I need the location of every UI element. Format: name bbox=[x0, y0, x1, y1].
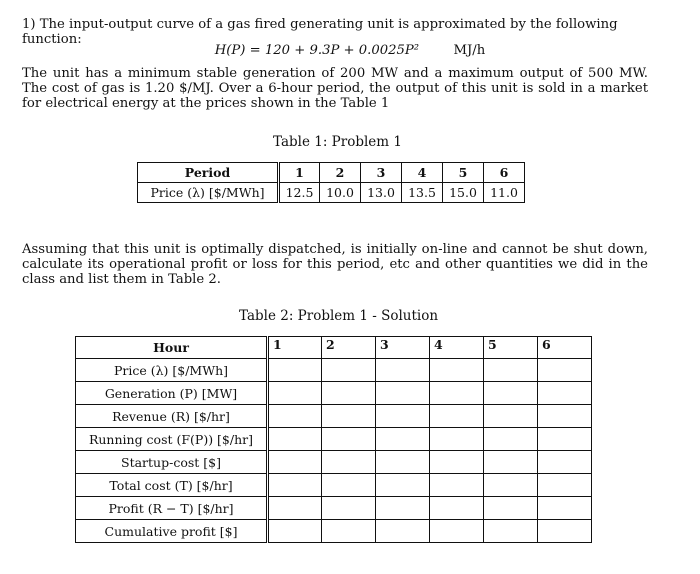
row-label-total-cost: Total cost (T) [$/hr] bbox=[76, 474, 268, 497]
price-table-header-row bbox=[138, 163, 525, 183]
equation-line bbox=[0, 43, 700, 58]
empty-cell bbox=[484, 428, 538, 451]
row-label-price: Price (λ) [$/MWh] bbox=[76, 359, 268, 382]
table-row bbox=[76, 428, 592, 451]
price-cell: 13.5 bbox=[402, 183, 443, 203]
empty-cell bbox=[430, 405, 484, 428]
hour-cell: 4 bbox=[430, 337, 484, 359]
period-cell: 5 bbox=[443, 163, 484, 183]
solution-table bbox=[75, 336, 592, 543]
empty-cell bbox=[376, 382, 430, 405]
empty-cell bbox=[268, 428, 322, 451]
hour-cell: 2 bbox=[322, 337, 376, 359]
table2-caption: Table 2: Problem 1 - Solution bbox=[239, 308, 439, 324]
period-cell: 1 bbox=[279, 163, 320, 183]
price-table-value-row bbox=[138, 183, 525, 203]
empty-cell bbox=[322, 474, 376, 497]
price-cell: 11.0 bbox=[484, 183, 525, 203]
empty-cell bbox=[268, 451, 322, 474]
problem-intro: 1) The input-output curve of a gas fired generating unit is approximated by the following function: bbox=[22, 17, 618, 47]
table-row bbox=[76, 520, 592, 543]
price-row-label: Price (λ) [$/MWh] bbox=[138, 183, 279, 203]
hour-header: Hour bbox=[76, 337, 268, 359]
table-row bbox=[76, 359, 592, 382]
price-cell: 15.0 bbox=[443, 183, 484, 203]
empty-cell bbox=[322, 405, 376, 428]
empty-cell bbox=[268, 497, 322, 520]
period-cell: 3 bbox=[361, 163, 402, 183]
problem-paragraph-2: Assuming that this unit is optimally dispatched, is initially on-line and cannot be shut down, calculate its operational profit or loss for this period, etc and other quantities we did in the class and list them in Table 2. bbox=[22, 242, 648, 287]
empty-cell bbox=[268, 359, 322, 382]
period-cell: 4 bbox=[402, 163, 443, 183]
empty-cell bbox=[376, 405, 430, 428]
table-row bbox=[76, 382, 592, 405]
equation: H(P) = 120 + 9.3P + 0.0025P² bbox=[214, 43, 420, 58]
period-cell: 6 bbox=[484, 163, 525, 183]
row-label-cumulative-profit: Cumulative profit [$] bbox=[76, 520, 268, 543]
empty-cell bbox=[376, 359, 430, 382]
empty-cell bbox=[322, 451, 376, 474]
period-header: Period bbox=[138, 163, 279, 183]
row-label-revenue: Revenue (R) [$/hr] bbox=[76, 405, 268, 428]
empty-cell bbox=[322, 497, 376, 520]
row-label-running-cost: Running cost (F(P)) [$/hr] bbox=[76, 428, 268, 451]
empty-cell bbox=[376, 497, 430, 520]
table-row bbox=[76, 497, 592, 520]
empty-cell bbox=[538, 474, 592, 497]
price-cell: 13.0 bbox=[361, 183, 402, 203]
empty-cell bbox=[430, 382, 484, 405]
price-table bbox=[137, 162, 525, 203]
hour-cell: 3 bbox=[376, 337, 430, 359]
hour-cell: 1 bbox=[268, 337, 322, 359]
table-row bbox=[76, 405, 592, 428]
row-label-profit: Profit (R − T) [$/hr] bbox=[76, 497, 268, 520]
empty-cell bbox=[322, 428, 376, 451]
empty-cell bbox=[322, 382, 376, 405]
row-label-generation: Generation (P) [MW] bbox=[76, 382, 268, 405]
table1-caption: Table 1: Problem 1 bbox=[273, 134, 402, 150]
empty-cell bbox=[376, 451, 430, 474]
empty-cell bbox=[322, 520, 376, 543]
empty-cell bbox=[538, 405, 592, 428]
empty-cell bbox=[268, 405, 322, 428]
empty-cell bbox=[268, 382, 322, 405]
empty-cell bbox=[484, 520, 538, 543]
empty-cell bbox=[430, 359, 484, 382]
price-cell: 10.0 bbox=[320, 183, 361, 203]
empty-cell bbox=[484, 359, 538, 382]
empty-cell bbox=[538, 451, 592, 474]
problem-paragraph-1: The unit has a minimum stable generation of 200 MW and a maximum output of 500 MW. The cost of gas is 1.20 $/MJ. Over a 6-hour period, the output of this unit is sold in a market for electrical energy at the prices shown in the Table 1 bbox=[22, 66, 648, 111]
empty-cell bbox=[538, 382, 592, 405]
empty-cell bbox=[376, 428, 430, 451]
empty-cell bbox=[484, 405, 538, 428]
row-label-startup-cost: Startup-cost [$] bbox=[76, 451, 268, 474]
solution-table-header-row bbox=[76, 337, 592, 359]
empty-cell bbox=[484, 451, 538, 474]
empty-cell bbox=[538, 497, 592, 520]
empty-cell bbox=[538, 428, 592, 451]
empty-cell bbox=[430, 428, 484, 451]
empty-cell bbox=[484, 474, 538, 497]
empty-cell bbox=[268, 520, 322, 543]
equation-unit: MJ/h bbox=[453, 43, 486, 58]
empty-cell bbox=[430, 451, 484, 474]
empty-cell bbox=[322, 359, 376, 382]
empty-cell bbox=[268, 474, 322, 497]
period-cell: 2 bbox=[320, 163, 361, 183]
empty-cell bbox=[538, 359, 592, 382]
empty-cell bbox=[376, 474, 430, 497]
table-row bbox=[76, 451, 592, 474]
hour-cell: 6 bbox=[538, 337, 592, 359]
empty-cell bbox=[484, 497, 538, 520]
empty-cell bbox=[430, 497, 484, 520]
empty-cell bbox=[376, 520, 430, 543]
empty-cell bbox=[430, 520, 484, 543]
empty-cell bbox=[538, 520, 592, 543]
empty-cell bbox=[484, 382, 538, 405]
empty-cell bbox=[430, 474, 484, 497]
table-row bbox=[76, 474, 592, 497]
price-cell: 12.5 bbox=[279, 183, 320, 203]
hour-cell: 5 bbox=[484, 337, 538, 359]
